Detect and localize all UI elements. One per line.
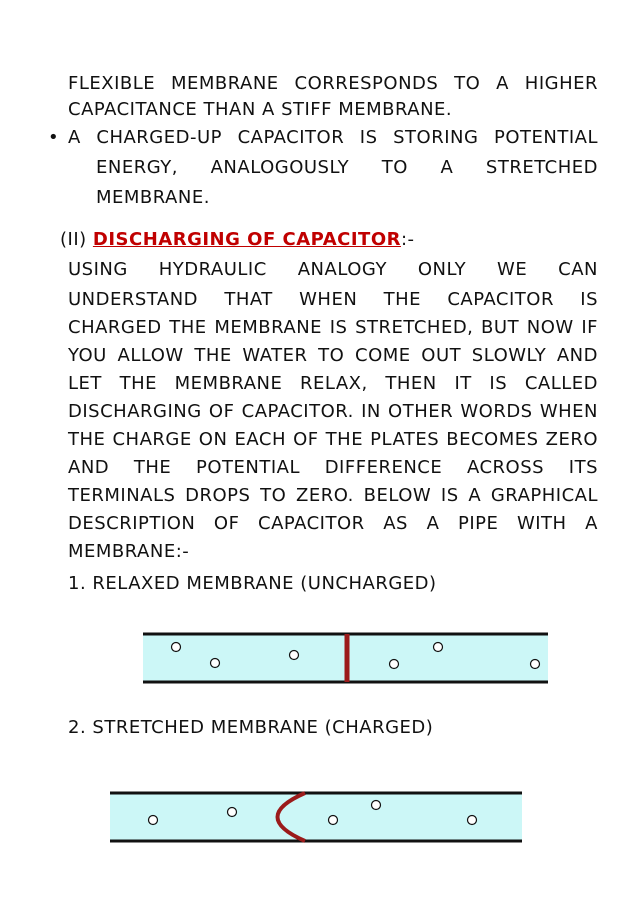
bullet-symbol: • <box>48 127 59 148</box>
charge-particle <box>329 816 338 825</box>
charge-particle <box>149 816 158 825</box>
bullet-line-1: A CHARGED-UP CAPACITOR IS STORING POTENTIAL <box>68 127 598 148</box>
charge-particle <box>468 816 477 825</box>
paragraph-line-2: UNDERSTAND THAT WHEN THE CAPACITOR IS <box>68 289 598 310</box>
paragraph-line-6: DISCHARGING OF CAPACITOR. IN OTHER WORDS WHEN <box>68 401 598 422</box>
paragraph-line-7: THE CHARGE ON EACH OF THE PLATES BECOMES ZERO <box>68 429 598 450</box>
bullet-line-2: ENERGY, ANALOGOUSLY TO A STRETCHED <box>96 157 598 178</box>
intro-line-1: FLEXIBLE MEMBRANE CORRESPONDS TO A HIGHER <box>68 73 598 94</box>
relaxed-pipe-diagram <box>0 620 638 700</box>
section-number: (II) <box>60 229 87 250</box>
paragraph-line-9: TERMINALS DROPS TO ZERO. BELOW IS A GRAPHICAL <box>68 485 598 506</box>
paragraph-line-11: MEMBRANE:- <box>68 541 190 562</box>
section-title: DISCHARGING OF CAPACITOR <box>92 229 401 250</box>
paragraph-line-3: CHARGED THE MEMBRANE IS STRETCHED, BUT NOW IF <box>68 317 598 338</box>
charge-particle <box>290 651 299 660</box>
charge-particle <box>434 643 443 652</box>
paragraph-line-10: DESCRIPTION OF CAPACITOR AS A PIPE WITH A <box>68 513 598 534</box>
paragraph-line-5: LET THE MEMBRANE RELAX, THEN IT IS CALLED <box>68 373 598 394</box>
section-heading <box>60 228 415 252</box>
charge-particle <box>211 659 220 668</box>
paragraph-line-1: USING HYDRAULIC ANALOGY ONLY WE CAN <box>68 259 598 280</box>
stretched-pipe-diagram <box>0 780 638 850</box>
charge-particle <box>372 801 381 810</box>
charge-particle <box>228 808 237 817</box>
figure1-label: 1. RELAXED MEMBRANE (UNCHARGED) <box>68 573 437 594</box>
charge-particle <box>531 660 540 669</box>
charge-particle <box>172 643 181 652</box>
charge-particle <box>390 660 399 669</box>
paragraph-line-8: AND THE POTENTIAL DIFFERENCE ACROSS ITS <box>68 457 598 478</box>
paragraph-line-4: YOU ALLOW THE WATER TO COME OUT SLOWLY AND <box>68 345 598 366</box>
intro-line-2: CAPACITANCE THAN A STIFF MEMBRANE. <box>68 99 453 120</box>
bullet-line-3: MEMBRANE. <box>96 187 210 208</box>
pipe-water <box>110 794 522 840</box>
figure2-label: 2. STRETCHED MEMBRANE (CHARGED) <box>68 717 434 738</box>
section-suffix: :- <box>400 229 415 250</box>
